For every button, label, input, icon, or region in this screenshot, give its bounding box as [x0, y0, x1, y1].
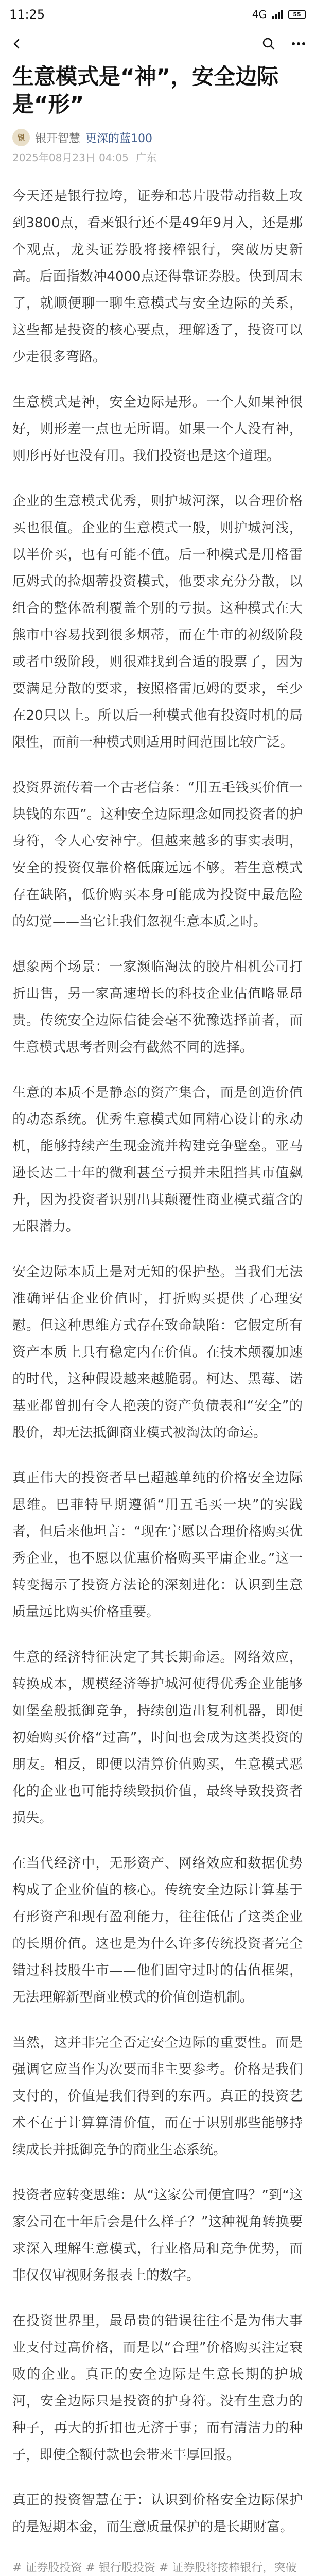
paragraph: 生意的本质不是静态的资产集合，而是创造价值的动态系统。优秀生意模式如同精心设计的永动机，能够持续产生现金流并构建竞争壁垒。亚马逊长达二十年的微利甚至亏损并未阻挡其市值飙升，因为投资者识别出其颠覆性商业模式蕴含的无限潜力。	[12, 1085, 303, 1234]
signal-icon	[272, 10, 283, 19]
battery-icon	[288, 10, 306, 19]
paragraph: 在当代经济中，无形资产、网络效应和数据优势构成了企业价值的核心。传统安全边际计算基于有形资产和现有盈利能力，往往低估了这类企业的长期价值。这也是为什么许多传统投资者完全错过科技股牛市——他们固守过时的估值框架，无法理解新型商业模式的价值创造机制。	[12, 1856, 303, 2005]
app-bar	[0, 29, 315, 59]
paragraph: 安全边际本质上是对无知的保护垫。当我们无法准确评估企业价值时，打折购买提供了心理安慰。但这种思维方式存在致命缺陷：它假定所有资产本质上具有稳定内在价值。在技术颠覆加速的时代，这种假设越来越脆弱。柯达、黑莓、诺基亚都曾拥有令人艳羡的资产负债表和“安全”的股价，却无法抵御商业模式被淘汰的命运。	[12, 1264, 303, 1440]
article-title: 生意模式是“神”，安全边际是“形”	[12, 64, 279, 117]
paragraph: 真正的投资智慧在于：认识到价格安全边际保护的是短期本金，而生意质量保护的是长期财富。	[12, 2493, 303, 2535]
status-bar	[0, 0, 315, 29]
article-meta	[12, 129, 303, 146]
paragraph: 真正伟大的投资者早已超越单纯的价格安全边际思维。巴菲特早期遵循“用五毛买一块”的实践者，但后来他坦言：“现在宁愿以合理价格购买优秀企业，也不愿以优惠价格购买平庸企业。”这一转变揭示了投资方法论的深刻进化：认识到生意质量远比购买价格重要。	[12, 1470, 303, 1620]
battery-level: 55	[293, 11, 301, 18]
article-body	[12, 183, 303, 2540]
topic-tags[interactable]: # 证券股投资 # 银行股投资 # 证券股将接棒银行，突破	[12, 2562, 297, 2574]
paragraph: 投资者应转变思维：从“这家公司便宜吗？”到“这家公司在十年后会是什么样子？”这种视角转换要求深入理解生意模式，行业格局和竞争优势，而非仅仅审视财务报表上的数字。	[12, 2188, 303, 2283]
paragraph: 想象两个场景：一家濒临淘汰的胶片相机公司打折出售，另一家高速增长的科技企业估值略显昂贵。传统安全边际信徒会毫不犹豫选择前者，而生意模式思考者则会有截然不同的选择。	[12, 959, 303, 1055]
more-icon[interactable]	[288, 33, 309, 54]
account-name[interactable]: 更深的蓝100	[85, 132, 153, 145]
back-arrow-icon[interactable]	[6, 33, 27, 54]
paragraph: 生意模式是神，安全边际是形。一个人如果神很好，则形差一点也无所谓。如果一个人没有神，则形再好也没有用。我们投资也是这个道理。	[12, 395, 303, 464]
article-date: 2025年08月23日 04:05	[12, 151, 129, 164]
paragraph: 在投资世界里，最昂贵的错误往往不是为伟大事业支付过高价格，而是以“合理”价格购买注定衰败的企业。真正的安全边际是生意长期的护城河，安全边际只是投资的护身符。没有生意力的种子，再大的折扣也无济于事；而有清洁力的种子，即使全额付款也会带来丰厚回报。	[12, 2313, 303, 2463]
status-icons	[252, 8, 306, 21]
status-time: 11:25	[9, 7, 45, 22]
author-name[interactable]: 银开智慧	[35, 132, 81, 145]
article	[0, 63, 315, 2576]
paragraph: 当然，这并非完全否定安全边际的重要性。而是强调它应当作为次要而非主要参考。价格是我们支付的，价值是我们得到的东西。真正的投资艺术不在于计算算清价值，而在于识别那些能够持续成长并抵御竞争的商业生态系统。	[12, 2035, 303, 2158]
paragraph: 生意的经济特征决定了其长期命运。网络效应，转换成本，规模经济等护城河使得优秀企业能够如堡垒般抵御竞争，持续创造出复利机器，即便初始购买价格“过高”，时间也会成为这类投资的朋友。相反，即便以清算价值购买，生意模式恶化的企业也可能持续毁损价值，最终导致投资者损失。	[12, 1650, 303, 1826]
paragraph: 今天还是银行拉垮，证券和芯片股带动指数上攻到3800点，看来银行还不是49年9月入，还是那个观点，龙头证券股将接棒银行，突破历史新高。后面指数冲4000点还得靠证券股。快到周末了，就顺便聊一聊生意模式与安全边际的关系，这些都是投资的核心要点，理解透了，投资可以少走很多弯路。	[12, 189, 303, 365]
article-location: 广东	[136, 151, 157, 164]
paragraph: 投资界流传着一个古老信条：“用五毛钱买价值一块钱的东西”。这种安全边际理念如同投资者的护身符，令人心安神宁。但越来越多的事实表明，安全的投资仅靠价格低廉远远不够。若生意模式存在缺陷，低价购买本身可能成为投资中最危险的幻觉——当它让我们忽视生意本质之时。	[12, 780, 303, 929]
paragraph: 企业的生意模式优秀，则护城河深，以合理价格买也很值。企业的生意模式一般，则护城河浅，以半价买，也有可能不值。后一种模式是用格雷厄姆式的捡烟蒂投资模式，他要求充分分散，以组合的整体盈利覆盖个别的亏损。这种模式在大熊市中容易找到很多烟蒂，而在牛市的初级阶段或者中级阶段，则很难找到合适的股票了，因为要满足分散的要求，按照格雷厄姆的要求，至少在20只以上。所以后一种模式他有投资时机的局限性，而前一种模式则适用时间范围比较广泛。	[12, 494, 303, 750]
network-label: 4G	[252, 8, 267, 21]
article-date-location	[12, 149, 303, 164]
author-avatar[interactable]: 银	[12, 129, 30, 146]
search-icon[interactable]	[258, 33, 279, 54]
